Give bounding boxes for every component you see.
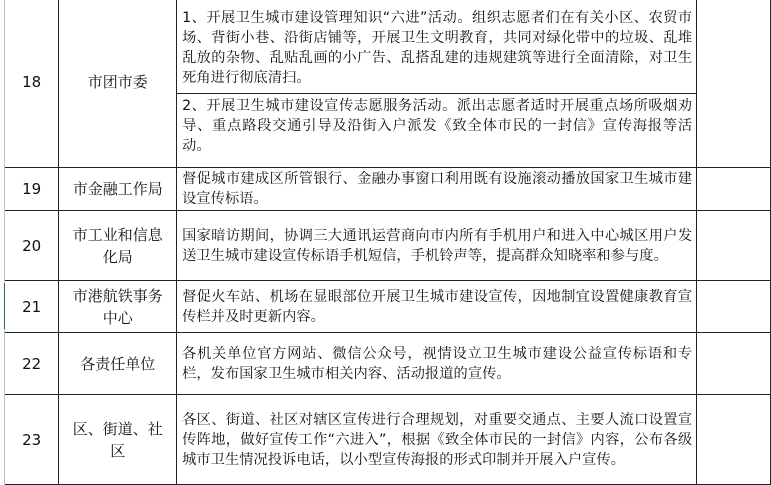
row-number[interactable]: 18: [4, 0, 58, 168]
task-content[interactable]: [177, 395, 697, 485]
responsible-unit[interactable]: 各责任单位: [59, 333, 177, 395]
table-row: [0, 281, 771, 333]
table-row: [0, 333, 771, 395]
table-row: [0, 395, 771, 485]
task-content[interactable]: [177, 281, 697, 333]
responsible-unit[interactable]: 区、街道、社区: [59, 395, 177, 485]
responsible-unit[interactable]: 市团市委: [59, 0, 177, 168]
empty-cell[interactable]: [697, 281, 771, 333]
responsible-unit[interactable]: 市金融工作局: [59, 168, 177, 211]
row-number[interactable]: 19: [4, 168, 58, 211]
task-item: 督促火车站、机场在显眼部位开展卫生城市建设宣传，因地制宜设置健康教育宣传栏并及时更新内容。: [182, 288, 693, 325]
task-item: 2、开展卫生城市建设宣传志愿服务活动。派出志愿者适时开展重点场所吸烟劝导、重点路段交通引导及沿街入户派发《致全体市民的一封信》宣传海报等活动。: [177, 93, 696, 157]
responsible-unit[interactable]: 市工业和信息化局: [59, 211, 177, 281]
task-item: 1、开展卫生城市建设管理知识“六进”活动。组织志愿者们在有关小区、农贸市场、背街小巷、沿街店铺等，开展卫生文明教育，共同对绿化带中的垃圾、乱堆乱放的杂物、乱贴乱画的小广告、乱搭乱建的违规建筑等进行全面清除，对卫生死角进行彻底清扫。: [182, 9, 693, 87]
row-number[interactable]: 20: [4, 211, 58, 281]
table-row: [0, 0, 771, 168]
empty-cell[interactable]: [697, 168, 771, 211]
task-item: 国家暗访期间，协调三大通讯运营商向市内所有手机用户和进入中心城区用户发送卫生城市建设宣传标语手机短信，手机铃声等，提高群众知晓率和参与度。: [182, 227, 693, 264]
table-row: [0, 211, 771, 281]
empty-cell[interactable]: [697, 0, 771, 168]
table-row: [0, 168, 771, 211]
task-content[interactable]: [177, 211, 697, 281]
empty-cell[interactable]: [697, 211, 771, 281]
task-content[interactable]: [177, 168, 697, 211]
empty-cell[interactable]: [697, 395, 771, 485]
task-item: 各区、街道、社区对辖区宣传进行合理规划，对重要交通点、主要人流口设置宣传阵地，做好宣传工作“六进入”，根据《致全体市民的一封信》内容，公布各级城市卫生情况投诉电话，以小型宣传海报的形式印制并开展入户宣传。: [182, 411, 693, 468]
selection-edge: [4, 283, 5, 329]
row-number[interactable]: 23: [4, 395, 58, 485]
row-number[interactable]: 22: [4, 333, 58, 395]
empty-cell[interactable]: [697, 333, 771, 395]
task-item: 督促城市建成区所管银行、金融办事窗口利用既有设施滚动播放国家卫生城市建设宣传标语。: [182, 171, 693, 208]
task-item: 各机关单位官方网站、微信公众号，视情设立卫生城市建设公益宣传标语和专栏，发布国家卫生城市相关内容、活动报道的宣传。: [182, 345, 693, 382]
row-number[interactable]: 21: [4, 281, 58, 333]
task-content[interactable]: [177, 0, 697, 168]
responsible-unit[interactable]: 市港航铁事务中心: [59, 281, 177, 333]
task-content[interactable]: [177, 333, 697, 395]
